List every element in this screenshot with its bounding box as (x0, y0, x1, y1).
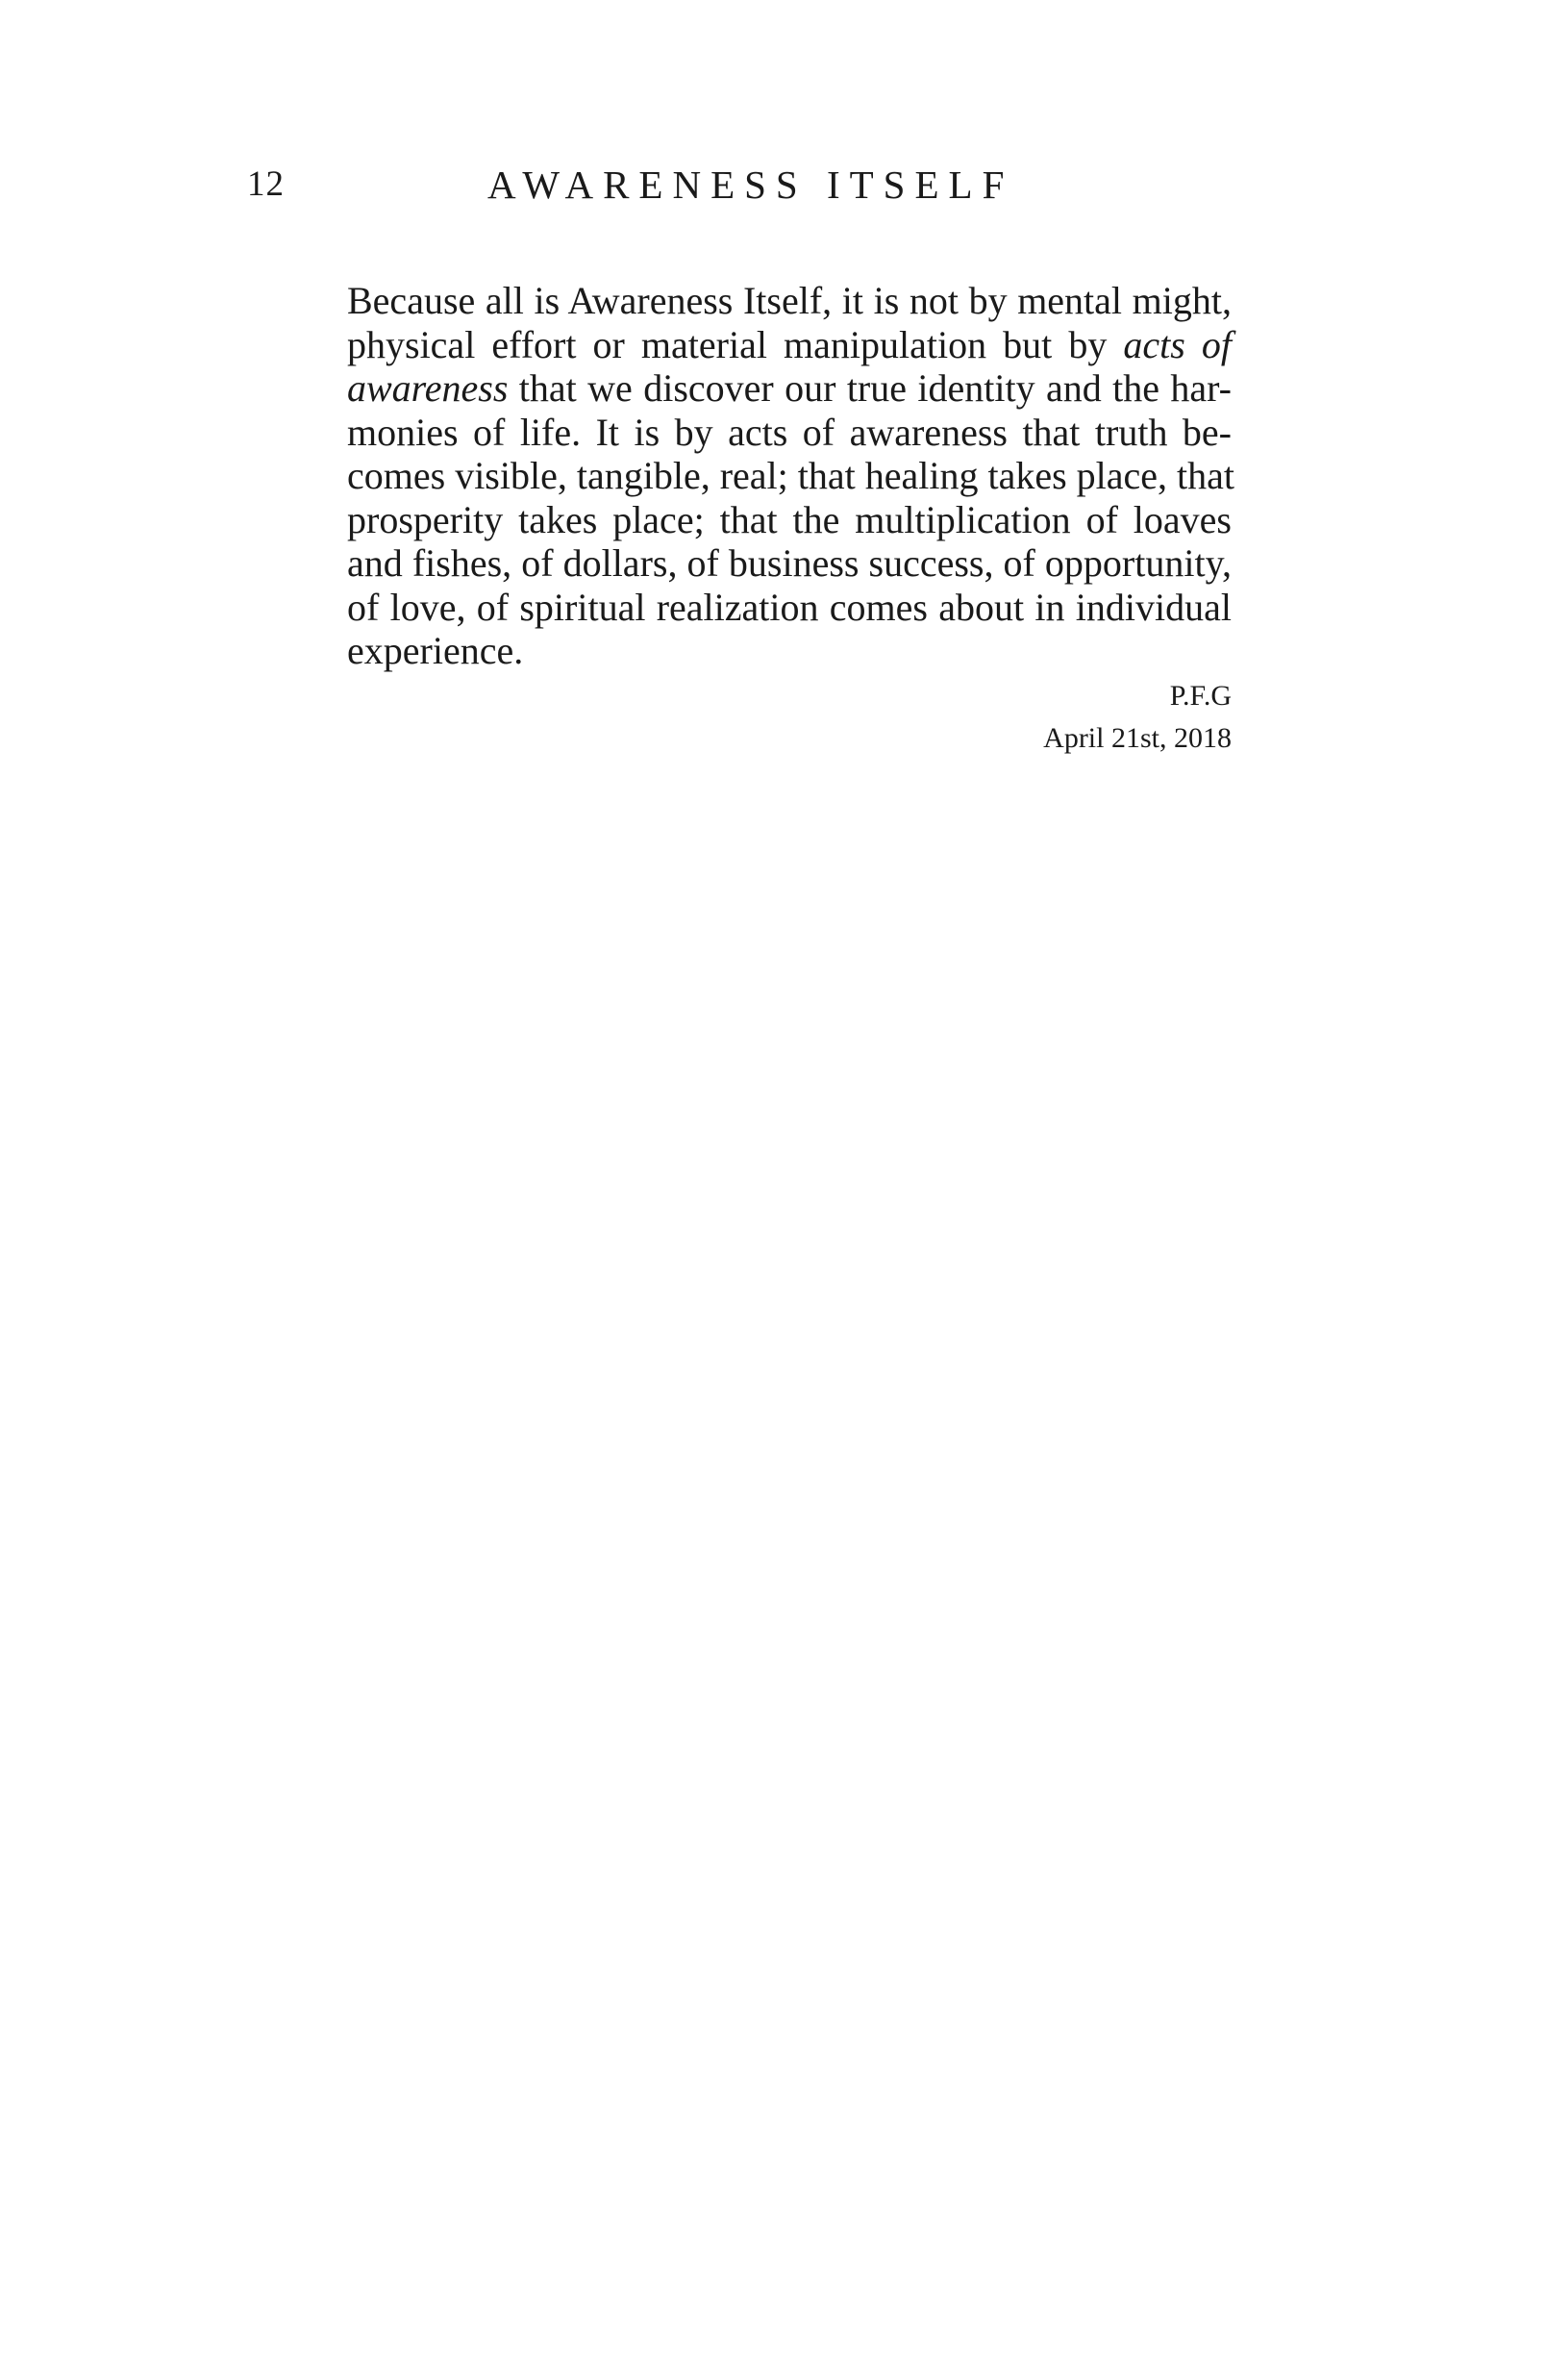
paragraph-line-3-text: that we discover our true identity and the har- (508, 366, 1232, 410)
paragraph-line-9: experience. (347, 629, 524, 672)
paragraph-line-3 (347, 366, 1232, 411)
paragraph-line-1: Because all is Awareness Itself, it is not by mental might, (347, 279, 1232, 322)
paragraph-line-2 (347, 323, 1232, 367)
paragraph-line-6: prosperity takes place; that the multiplication of loaves (347, 497, 1232, 541)
paragraph-line-7: and fishes, of dollars, of business success, of opportunity, (347, 541, 1232, 585)
body-paragraph (347, 279, 1235, 673)
paragraph-line-2-text: physical effort or material manipulation but by (347, 322, 1124, 366)
signature-initials: P.F.G (1169, 680, 1232, 712)
italic-phrase-acts-of: acts of (1123, 322, 1232, 366)
paragraph-line-4: monies of life. It is by acts of awareness that truth be- (347, 410, 1232, 454)
italic-phrase-awareness: awareness (347, 366, 509, 410)
paragraph-line-8: of love, of spiritual realization comes about in individual (347, 585, 1232, 629)
page-number: 12 (247, 164, 285, 204)
running-head: AWARENESS ITSELF (487, 163, 1014, 207)
paragraph-line-5: comes visible, tangible, real; that healing takes place, that (347, 454, 1235, 497)
signature-date: April 21st, 2018 (1043, 722, 1232, 754)
